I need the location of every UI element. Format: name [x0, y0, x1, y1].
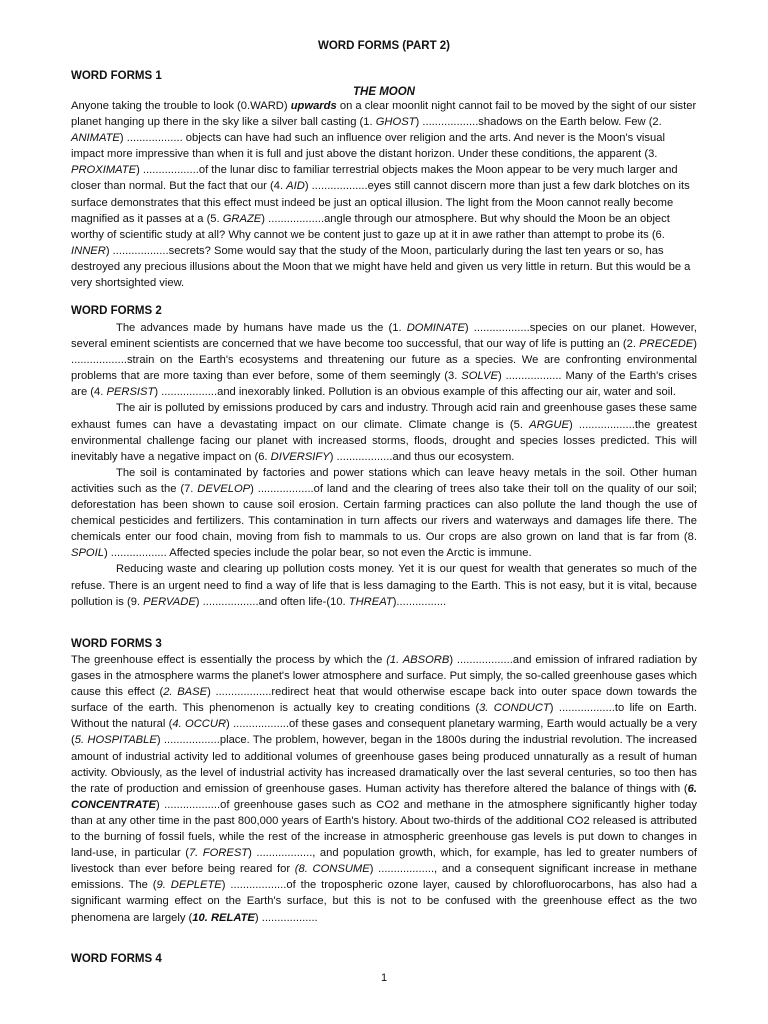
section-2-paragraph-2: The air is polluted by emissions produced by cars and industry. Through acid rain and greenhouse gases these same exhaust fumes can have a devastating impact on our climate. Climate change is (5. ARGUE) ..................the greatest environmental challenge facing our planet with increased storms, floods, drought and species losses predicted. This will inevitably have a negative impact on (6. DIVERSIFY) ..................and thus our ecosystem. — [71, 402, 697, 463]
document-title: WORD FORMS (PART 2) — [317, 40, 451, 52]
section-2-text — [71, 320, 697, 610]
section-1-subtitle: THE MOON — [353, 86, 415, 98]
section-2-paragraph-4: Reducing waste and clearing up pollution costs money. Yet it is our quest for wealth that generates so much of the refuse. There is an urgent need to find a way of life that is less damaging to the Earth. This is not easy, but it is vital, because pollution is (9. PERVADE) ..................and often life-(10. THREAT)................ — [71, 563, 697, 608]
section-2-paragraph-3: The soil is contaminated by factories and power stations which can leave heavy metals in the soil. Other human activities such as the (7. DEVELOP) ..................of land and the clearing of trees also take their toll on the quality of our soil; deforestation has been shown to cause soil erosion. Certain farming practices can also pollute the land though the use of chemical pesticides and fertilizers. This contamination in turn affects our rivers and waterways and damages life there. The chemicals enter our food chain, moving from fish to mammals to us. Our crops are also grown on land that is far from (8. SPOIL) .................. Affected species include the polar bear, so not even the Arctic is immune. — [71, 466, 697, 560]
section-4-heading: WORD FORMS 4 — [71, 953, 162, 965]
section-3-text — [71, 652, 697, 926]
section-1-paragraph: Anyone taking the trouble to look (0.WARD) upwards on a clear moonlit night cannot fail to be moved by the sight of our sister planet hanging up there in the sky like a silver ball casting (1. GHOST) ..................shadows on the Earth below. Few (2. ANIMATE) .................. objects can have had such an influence over religion and the arts. And never is the Moon's visual impact more impressive than when it is full and just above the distant horizon. Under these conditions, the apparent (3. PROXIMATE) ..................of the lunar disc to familiar terrestrial objects makes the Moon appear to be very much larger and closer than normal. But the fact that our (4. AID) ..................eyes still cannot discern more than just a few dark blotches on its surface demonstrates that this effect must indeed be just an optical illusion. The light from the Moon cannot really become magnified as it passes at a (5. GRAZE) ..................angle through our atmosphere. But why should the Moon be an object worthy of scientific study at all? Why cannot we be content just to gaze up at it in awe rather than attempt to probe its (6. INNER) ..................secrets? Some would say that the study of the Moon, particularly during the last ten years or so, has destroyed any precious illusions about the Moon that we might have held and given us very little in return. But this would be a very shortsighted view. — [71, 100, 697, 290]
section-3-paragraph: The greenhouse effect is essentially the process by which the (1. ABSORB) ..................and emission of infrared radiation by gases in the atmosphere warms the planet's lower atmosphere and surface. Put simply, the so-called greenhouse gases which cause this effect (2. BASE) ..................redirect heat that would otherwise escape back into outer space down towards the surface of the earth. This phenomenon is actually key to creating conditions (3. CONDUCT) ..................to life on Earth. Without the natural (4. OCCUR) ..................of these gases and consequent planetary warming, Earth would actually be a very (5. HOSPITABLE) ..................place. The problem, however, began in the 1800s during the industrial revolution. The increased amount of industrial activity led to additional volumes of greenhouse gases being produced unnaturally as a result of human activity. Obviously, as the level of industrial activity has increased dramatically over the last several centuries, so too then has the rate of production and emission of greenhouse gases. Human activity has therefore altered the balance of things with (6. CONCENTRATE) ..................of greenhouse gases such as CO2 and methane in the atmosphere significantly higher today than at any other time in the past 800,000 years of Earth's history. About two-thirds of the additional CO2 released is attributed to the burning of fossil fuels, while the rest of the increase in atmospheric greenhouse gas levels is put down to changes in land-use, in particular (7. FOREST) .................., and population growth, which, for example, has led to greater numbers of livestock than ever before being reared for (8. CONSUME) .................., and a consequent significant increase in methane emissions. The (9. DEPLETE) ..................of the tropospheric ozone layer, caused by chlorofluorocarbons, has also had a significant warming effect on the Earth's surface, but this is not to be confused with the greenhouse effect as the two phenomena are largely (10. RELATE) .................. — [71, 654, 698, 924]
section-1-heading: WORD FORMS 1 — [71, 70, 162, 82]
section-2-heading: WORD FORMS 2 — [71, 305, 162, 317]
section-1-text — [71, 98, 697, 291]
section-3-heading: WORD FORMS 3 — [71, 638, 162, 650]
section-2-paragraph-1: The advances made by humans have made us the (1. DOMINATE) ..................species on our planet. However, several eminent scientists are concerned that we have become too successful, that our way of life is putting an (2. PRECEDE) ..................strain on the Earth's ecosystems and threatening our future as a species. We are confronting environmental problems that are more taxing than ever before, some of them seemingly (3. SOLVE) .................. Many of the Earth's crises are (4. PERSIST) ..................and inexorably linked. Pollution is an obvious example of this affecting our air, water and soil. — [71, 322, 697, 399]
page-number: 1 — [380, 972, 388, 984]
